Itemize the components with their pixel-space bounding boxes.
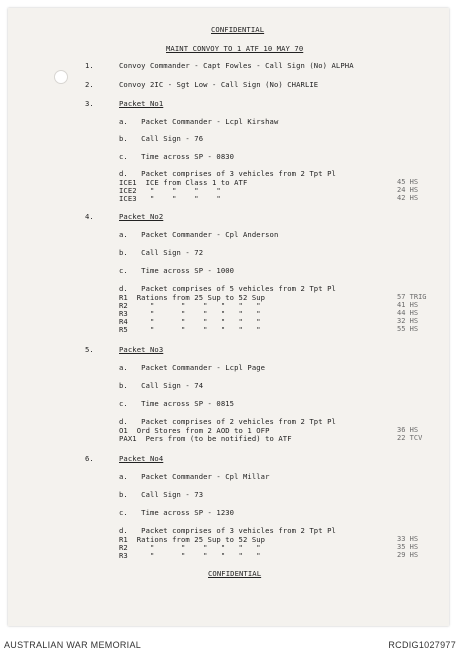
packet-3-time: c. Time across SP - 0815 [119, 399, 235, 408]
packet-4-vehicles: d. Packet comprises of 3 vehicles from 2 Tpt Pl [119, 526, 336, 535]
packet-1-row-2: ICE2 " " " " [119, 186, 221, 195]
packet-3-row-1-note: 36 HS [397, 426, 419, 434]
packet-3-number: 5. [85, 345, 94, 354]
packet-1-row-1: ICE1 ICE from Class 1 to ATF [119, 178, 248, 187]
punch-hole [54, 70, 68, 84]
packet-2-callsign: b. Call Sign - 72 [119, 248, 204, 257]
packet-1-row-1-note: 45 HS [397, 178, 419, 186]
packet-3-callsign: b. Call Sign - 74 [119, 381, 204, 390]
packet-1-vehicles: d. Packet comprises of 3 vehicles from 2 Tpt Pl [119, 169, 336, 178]
packet-2-row-4: R4 " " " " " " [119, 317, 261, 326]
packet-4-callsign: b. Call Sign - 73 [119, 490, 204, 499]
packet-1-row-2-note: 24 HS [397, 186, 419, 194]
packet-1-row-3: ICE3 " " " " [119, 194, 221, 203]
archive-footer [0, 636, 460, 654]
item-2-text: Convoy 2IC - Sgt Low - Call Sign (No) CHARLIE [119, 80, 319, 89]
packet-1-row-3-note: 42 HS [397, 194, 419, 202]
packet-1-number: 3. [85, 99, 94, 108]
packet-2-row-2-note: 41 HS [397, 301, 419, 309]
classification-top: CONFIDENTIAL [211, 25, 265, 34]
packet-4-row-2-note: 35 HS [397, 543, 419, 551]
classification-bottom: CONFIDENTIAL [208, 569, 262, 578]
packet-2-row-1: R1 Rations from 25 Sup to 52 Sup [119, 293, 266, 302]
packet-1-title: Packet No1 [119, 99, 164, 108]
packet-2-row-3: R3 " " " " " " [119, 309, 261, 318]
packet-4-number: 6. [85, 454, 94, 463]
packet-2-row-1-note: 57 TRIG [397, 293, 427, 301]
packet-3-vehicles: d. Packet comprises of 2 vehicles from 2 Tpt Pl [119, 417, 336, 426]
packet-2-row-2: R2 " " " " " " [119, 301, 261, 310]
packet-2-title: Packet No2 [119, 212, 164, 221]
packet-4-row-1: R1 Rations from 25 Sup to 52 Sup [119, 535, 266, 544]
packet-1-commander: a. Packet Commander - Lcpl Kirshaw [119, 117, 279, 126]
document-title: MAINT CONVOY TO 1 ATF 10 MAY 70 [166, 44, 304, 53]
packet-4-time: c. Time across SP - 1230 [119, 508, 235, 517]
packet-4-row-2: R2 " " " " " " [119, 543, 261, 552]
packet-2-commander: a. Packet Commander - Cpl Anderson [119, 230, 279, 239]
packet-3-row-2: PAX1 Pers from (to be notified) to ATF [119, 434, 292, 443]
packet-2-time: c. Time across SP - 1000 [119, 266, 235, 275]
archive-reference: RCDIG1027977 [388, 640, 456, 650]
packet-1-time: c. Time across SP - 0830 [119, 152, 235, 161]
item-1-text: Convoy Commander - Capt Fowles - Call Sign (No) ALPHA [119, 61, 354, 70]
item-1-number: 1. [85, 61, 94, 70]
packet-3-row-2-note: 22 TCV [397, 434, 423, 442]
packet-2-row-3-note: 44 HS [397, 309, 419, 317]
packet-2-number: 4. [85, 212, 94, 221]
packet-4-row-3: R3 " " " " " " [119, 551, 261, 560]
packet-4-title: Packet No4 [119, 454, 164, 463]
packet-4-commander: a. Packet Commander - Cpl Millar [119, 472, 270, 481]
item-2-number: 2. [85, 80, 94, 89]
packet-3-commander: a. Packet Commander - Lcpl Page [119, 363, 266, 372]
packet-4-row-3-note: 29 HS [397, 551, 419, 559]
packet-1-callsign: b. Call Sign - 76 [119, 134, 204, 143]
packet-3-title: Packet No3 [119, 345, 164, 354]
packet-2-vehicles: d. Packet comprises of 5 vehicles from 2 Tpt Pl [119, 284, 336, 293]
packet-2-row-5: R5 " " " " " " [119, 325, 261, 334]
packet-3-row-1: O1 Ord Stores from 2 AOD to 1 OFP [119, 426, 270, 435]
archive-name: AUSTRALIAN WAR MEMORIAL [4, 640, 142, 650]
document-sheet [8, 8, 449, 626]
packet-2-row-4-note: 32 HS [397, 317, 419, 325]
packet-4-row-1-note: 33 HS [397, 535, 419, 543]
packet-2-row-5-note: 55 HS [397, 325, 419, 333]
